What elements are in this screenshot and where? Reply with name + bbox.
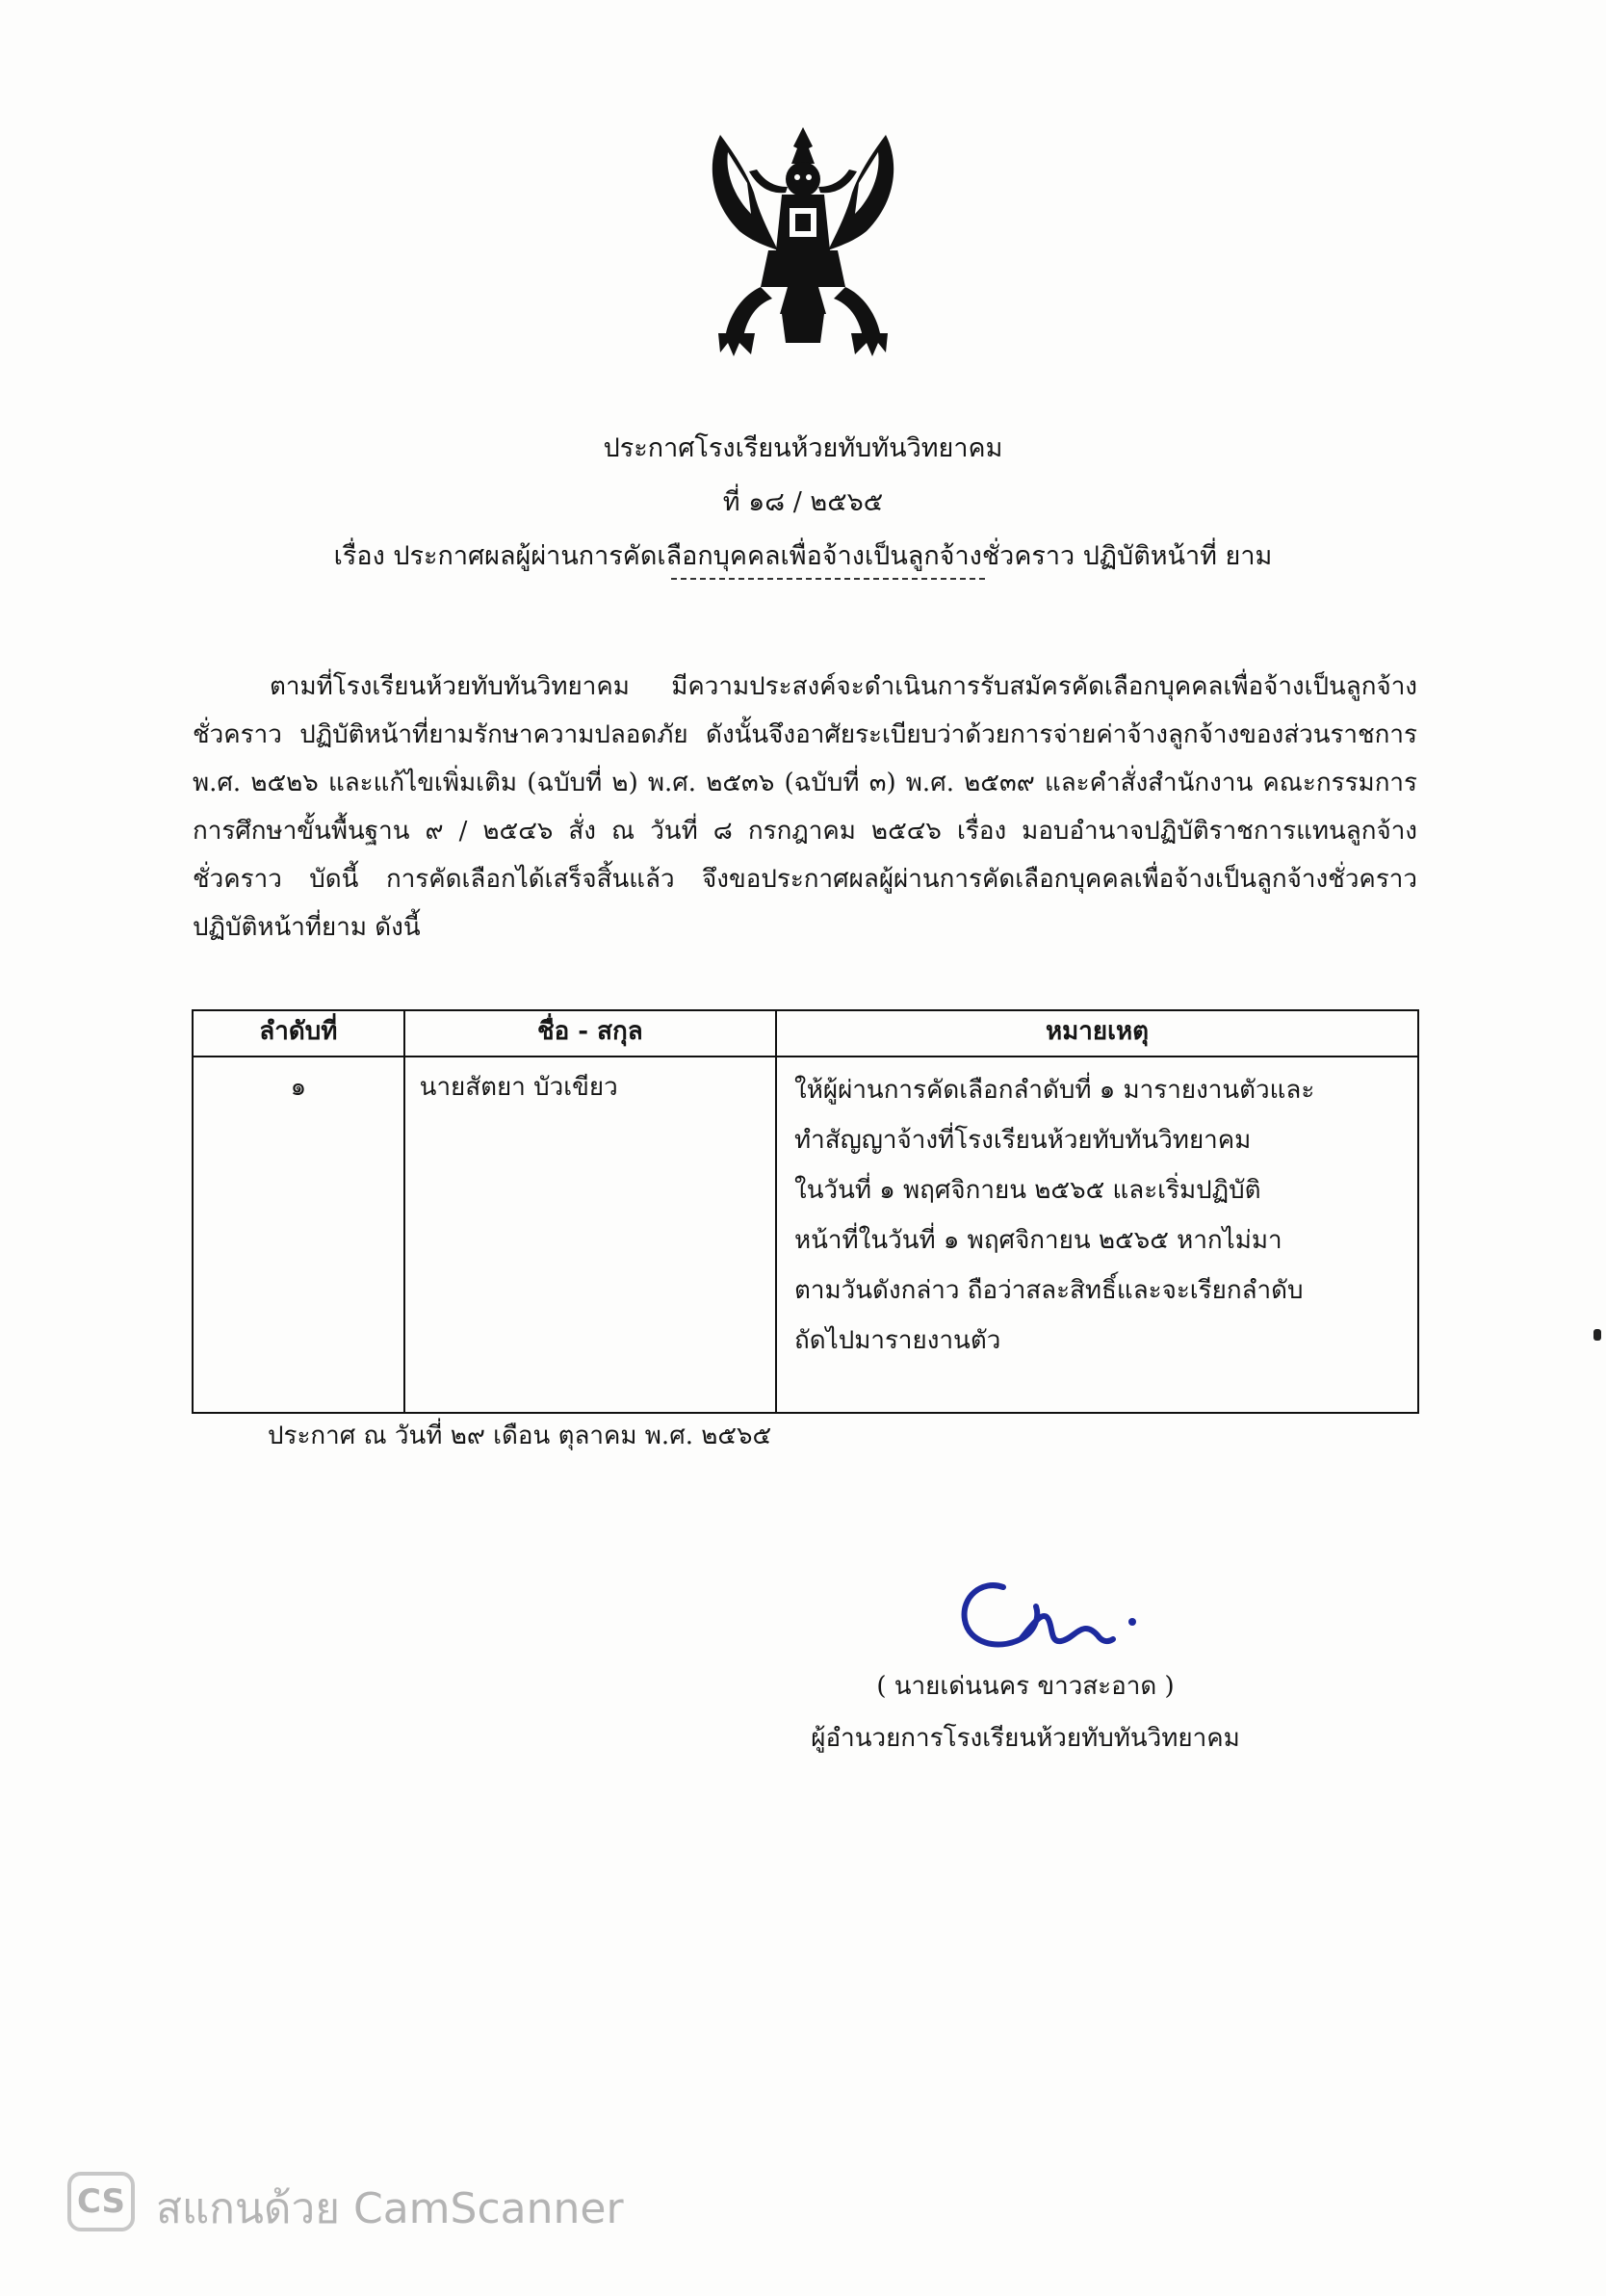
divider-line <box>671 578 985 580</box>
body-paragraph: ตามที่โรงเรียนห้วยทับทันวิทยาคม มีความประสงค์จะดำเนินการรับสมัครคัดเลือกบุคคลเพื่อจ้างเป็นลูกจ้างชั่วคราว ปฏิบัติหน้าที่ยามรักษาความปลอดภัย ดังนั้นจึงอาศัยระเบียบว่าด้วยการจ่ายค่าจ้างลูกจ้างของส่วนราชการ พ.ศ. ๒๕๒๖ และแก้ไขเพิ่มเติม (ฉบับที่ ๒) พ.ศ. ๒๕๓๖ (ฉบับที่ ๓) พ.ศ. ๒๕๓๙ และคำสั่งสำนักงาน คณะกรรมการการศึกษาขั้นพื้นฐาน ๙ / ๒๕๔๖ สั่ง ณ วันที่ ๘ กรกฎาคม ๒๕๔๖ เรื่อง มอบอำนาจปฏิบัติราชการแทนลูกจ้างชั่วคราว บัดนี้ การคัดเลือกได้เสร็จสิ้นแล้ว จึงขอประกาศผลผู้ผ่านการคัดเลือกบุคคลเพื่อจ้างเป็นลูกจ้างชั่วคราว ปฏิบัติหน้าที่ยาม ดังนี้ <box>193 672 1417 942</box>
remark-line: ในวันที่ ๑ พฤศจิกายน ๒๕๖๕ และเริ่มปฏิบัติ <box>794 1176 1261 1205</box>
garuda-emblem <box>701 125 905 366</box>
remark-line: ถัดไปมารายงานตัว <box>794 1326 1001 1355</box>
header-remark: หมายเหตุ <box>776 1010 1418 1057</box>
scan-speck <box>1593 1329 1601 1341</box>
row-order: ๑ <box>193 1057 404 1413</box>
remark-line: ตามวันดังกล่าว ถือว่าสละสิทธิ์และจะเรียกลำดับ <box>794 1276 1304 1305</box>
signature <box>953 1560 1146 1666</box>
signer-name: ( นายเด่นนคร ขาวสะอาด ) <box>876 1672 1175 1701</box>
announcement-date: ประกาศ ณ วันที่ ๒๙ เดือน ตุลาคม พ.ศ. ๒๕๖๕ <box>268 1422 772 1450</box>
remark-line: ให้ผู้ผ่านการคัดเลือกลำดับที่ ๑ มารายงานตัวและ <box>794 1076 1315 1105</box>
announcement-number: ที่ ๑๘ / ๒๕๖๕ <box>722 487 884 517</box>
signer-position: ผู้อำนวยการโรงเรียนห้วยทับทันวิทยาคม <box>811 1724 1240 1753</box>
camscanner-watermark: สแกนด้วย CamScanner <box>156 2184 624 2233</box>
table-header-row <box>193 1010 1418 1057</box>
row-remark <box>776 1057 1418 1413</box>
header-order: ลำดับที่ <box>193 1010 404 1057</box>
row-name: นายสัตยา บัวเขียว <box>404 1057 776 1413</box>
announcement-title: ประกาศโรงเรียนห้วยทับทันวิทยาคม <box>603 433 1003 463</box>
camscanner-logo-icon: CS <box>67 2172 135 2231</box>
remark-line: หน้าที่ในวันที่ ๑ พฤศจิกายน ๒๕๖๕ หากไม่มา <box>794 1226 1282 1255</box>
remark-line: ทำสัญญาจ้างที่โรงเรียนห้วยทับทันวิทยาคม <box>794 1126 1252 1155</box>
result-table <box>192 1009 1419 1414</box>
table-row <box>193 1057 1418 1413</box>
header-name: ชื่อ - สกุล <box>404 1010 776 1057</box>
announcement-subject: เรื่อง ประกาศผลผู้ผ่านการคัดเลือกบุคคลเพื่อจ้างเป็นลูกจ้างชั่วคราว ปฏิบัติหน้าที่ ยาม <box>333 541 1273 571</box>
